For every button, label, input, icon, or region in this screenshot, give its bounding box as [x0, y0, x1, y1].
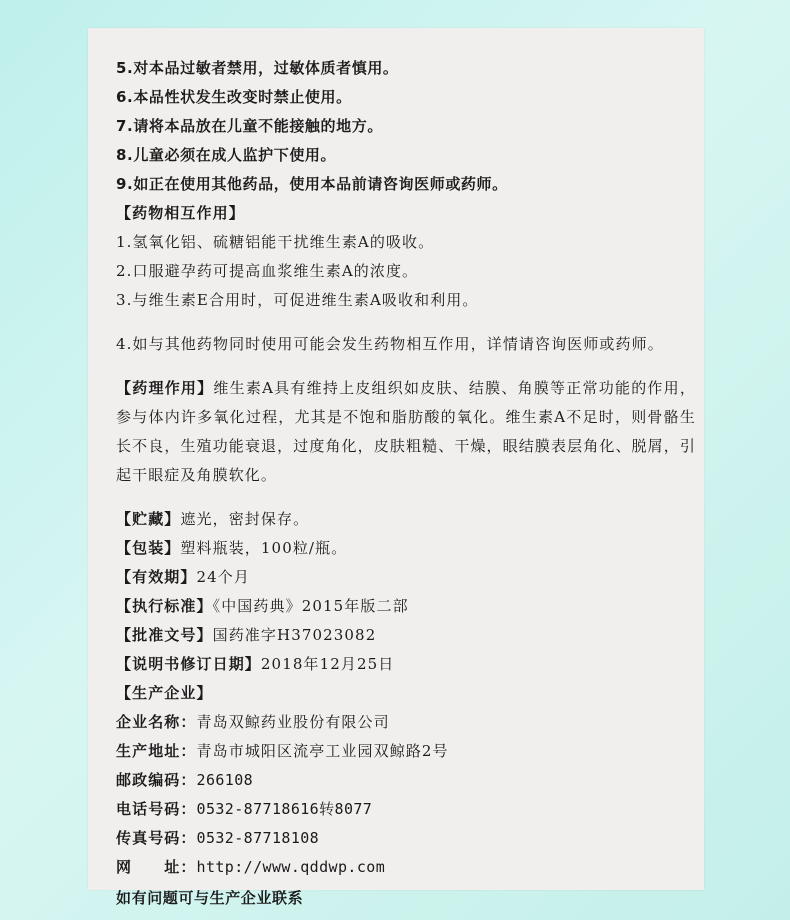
caution-item-6: 6.本品性状发生改变时禁止使用。: [116, 88, 352, 106]
validity-row: [116, 563, 696, 592]
manufacturer-address-row: [116, 737, 696, 766]
pharmacology-section: [116, 374, 696, 490]
validity-heading: 【有效期】: [116, 568, 197, 586]
approval-value: 国药准字H37023082: [212, 626, 377, 644]
interaction-item-1: 1.氢氧化铝、硫糖铝能干扰维生素A的吸收。: [116, 233, 435, 251]
revision-row: [116, 650, 696, 679]
manufacturer-name-row: [116, 708, 696, 737]
contact-note: 如有问题可与生产企业联系: [116, 889, 304, 907]
postcode-value: 266108: [196, 771, 254, 789]
package-value: 塑料瓶装，100粒/瓶。: [180, 539, 348, 557]
approval-heading: 【批准文号】: [116, 626, 213, 644]
website-row: [116, 853, 696, 882]
website-url: http://www.qddwp.com: [196, 858, 386, 876]
caution-item-7: 7.请将本品放在儿童不能接触的地方。: [116, 117, 383, 135]
revision-heading: 【说明书修订日期】: [116, 655, 261, 673]
standard-heading: 【执行标准】: [116, 597, 213, 615]
interaction-item-4: 4.如与其他药物同时使用可能会发生药物相互作用，详情请咨询医师或药师。: [116, 335, 664, 353]
fax-label: 传真号码：: [116, 829, 197, 847]
storage-heading: 【贮藏】: [116, 510, 181, 528]
manufacturer-address: 青岛市城阳区流亭工业园双鲸路2号: [196, 742, 449, 760]
validity-value: 24个月: [196, 568, 251, 586]
caution-item-5: 5.对本品过敏者禁用，过敏体质者慎用。: [116, 59, 399, 77]
standard-value: 《中国药典》2015年版二部: [212, 597, 409, 615]
interactions-heading: 【药物相互作用】: [116, 204, 245, 222]
approval-row: [116, 621, 696, 650]
fax-value: 0532-87718108: [196, 829, 320, 847]
package-row: [116, 534, 696, 563]
interaction-item-2: 2.口服避孕药可提高血浆维生素A的浓度。: [116, 262, 419, 280]
pharmacology-text: 维生素A具有维持上皮组织如皮肤、结膜、角膜等正常功能的作用，参与体内许多氧化过程，尤其是不饱和脂肪酸的氧化。维生素A不足时，则骨骼生长不良，生殖功能衰退，过度角化，皮肤粗糙、干燥，眼结膜表层角化、脱屑，引起干眼症及角膜软化。: [116, 379, 696, 484]
package-heading: 【包装】: [116, 539, 181, 557]
manufacturer-name-label: 企业名称：: [116, 713, 197, 731]
phone-value: 0532-87718616转8077: [196, 800, 373, 818]
website-label: 网 址：: [116, 858, 197, 876]
revision-value: 2018年12月25日: [260, 655, 395, 673]
pharmacology-heading: 【药理作用】: [116, 379, 214, 397]
caution-item-8: 8.儿童必须在成人监护下使用。: [116, 146, 337, 164]
storage-value: 遮光，密封保存。: [180, 510, 310, 528]
leaflet-content: [116, 54, 696, 913]
fax-row: [116, 824, 696, 853]
manufacturer-heading: 【生产企业】: [116, 684, 213, 702]
caution-item-9: 9.如正在使用其他药品，使用本品前请咨询医师或药师。: [116, 175, 508, 193]
manufacturer-name: 青岛双鲸药业股份有限公司: [196, 713, 390, 731]
storage-row: [116, 505, 696, 534]
manufacturer-address-label: 生产地址：: [116, 742, 197, 760]
postcode-label: 邮政编码：: [116, 771, 197, 789]
phone-label: 电话号码：: [116, 800, 197, 818]
leaflet-page: [88, 28, 704, 907]
interaction-item-3: 3.与维生素E合用时，可促进维生素A吸收和利用。: [116, 291, 479, 309]
postcode-row: [116, 766, 696, 795]
phone-row: [116, 795, 696, 824]
standard-row: [116, 592, 696, 621]
